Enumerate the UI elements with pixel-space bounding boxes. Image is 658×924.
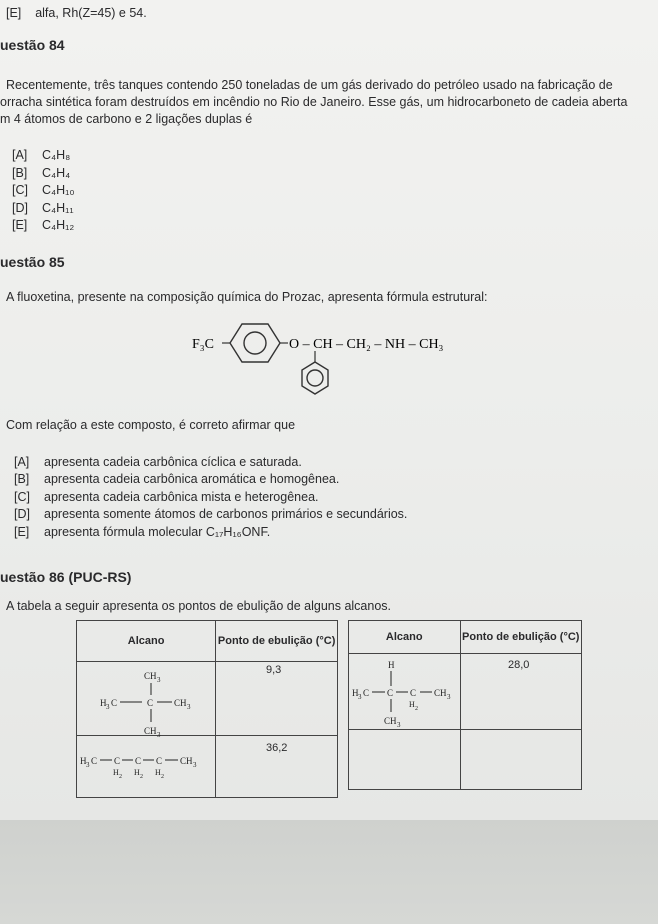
q84-line-2: orracha sintética foram destruídos em incêndio no Rio de Janeiro. Esse gás, um hidrocarboneto de cadeia aberta [0, 95, 628, 109]
option-text: apresenta cadeia carbônica mista e heterogênea. [44, 490, 319, 504]
svg-text:H: H [352, 688, 359, 698]
svg-text:C: C [111, 698, 118, 708]
q84-option-e [12, 218, 74, 232]
q85-question: Com relação a este composto, é correto afirmar que [6, 418, 296, 432]
svg-text:C: C [135, 756, 142, 766]
q83-option-label: [E] [6, 6, 22, 20]
q84-line-1: Recentemente, três tanques contendo 250 toneladas de um gás derivado do petróleo usado na fabricação de [6, 78, 613, 92]
svg-text:C: C [114, 756, 121, 766]
option-text: C₄H₄ [42, 166, 71, 180]
svg-text:3: 3 [157, 731, 161, 739]
svg-text:2: 2 [161, 774, 164, 780]
svg-text:C: C [91, 756, 98, 766]
option-text: C₄H₁₀ [42, 183, 75, 197]
option-label: [E] [14, 525, 30, 539]
fluoxetine-structure [160, 315, 460, 405]
option-text: C₄H₁₂ [42, 218, 75, 232]
svg-text:H: H [134, 768, 140, 777]
option-text: C₄H₈ [42, 148, 71, 162]
benzene-ring-1 [230, 324, 280, 362]
svg-text:3: 3 [397, 721, 401, 729]
svg-text:CH: CH [180, 756, 193, 766]
boiling-point-1: 9,3 [266, 664, 282, 676]
svg-text:3: 3 [187, 703, 191, 711]
svg-text:3: 3 [106, 703, 110, 711]
svg-text:H: H [113, 768, 119, 777]
q83-option-text: alfa, Rh(Z=45) e 54. [35, 6, 147, 20]
option-text: apresenta cadeia carbônica aromática e homogênea. [44, 472, 340, 486]
benzene-ring-2 [302, 362, 328, 394]
svg-text:CH: CH [144, 726, 157, 736]
svg-text:2: 2 [119, 774, 122, 780]
page-underside [0, 820, 658, 924]
q84-option-d [12, 201, 74, 215]
structure-cell [349, 730, 461, 790]
q84-title: uestão 84 [0, 37, 65, 53]
neopentane-structure [80, 668, 220, 740]
q84-line-3: m 4 átomos de carbono e 2 ligações duplas é [0, 112, 253, 126]
svg-text:3: 3 [358, 693, 362, 701]
svg-text:2: 2 [140, 774, 143, 780]
svg-text:3: 3 [157, 676, 161, 684]
q86-title [0, 569, 131, 585]
option-label: [A] [14, 455, 30, 469]
svg-text:CH: CH [174, 698, 187, 708]
svg-text:H: H [80, 756, 87, 766]
q84-option-c [12, 183, 75, 197]
q85-stem: A fluoxetina, presente na composição química do Prozac, apresenta fórmula estrutural: [6, 290, 488, 304]
svg-text:C: C [156, 756, 163, 766]
svg-text:2: 2 [415, 706, 418, 712]
q86-stem: A tabela a seguir apresenta os pontos de ebulição de alguns alcanos. [6, 599, 391, 613]
option-label: [B] [12, 166, 28, 180]
col-header-ponto: Ponto de ebulição (°C) [216, 621, 338, 662]
option-text: apresenta cadeia carbônica cíclica e saturada. [44, 455, 302, 469]
q85-option-c [14, 490, 319, 504]
q83-option-e [6, 6, 147, 20]
pentane-structure [78, 748, 218, 784]
svg-text:H: H [409, 700, 415, 709]
svg-text:C: C [147, 698, 154, 708]
q84-option-b [12, 166, 70, 180]
col-header-alcano: Alcano [349, 621, 461, 654]
isopentane-structure [350, 658, 470, 736]
q85-title: uestão 85 [0, 254, 65, 270]
q85-option-a [14, 455, 302, 469]
option-label: [E] [12, 218, 28, 232]
q85-option-d [14, 507, 407, 521]
option-label: [C] [14, 490, 30, 504]
svg-text:H: H [388, 660, 395, 670]
q85-option-b [14, 472, 339, 486]
svg-text:CH: CH [144, 671, 157, 681]
svg-text:C: C [387, 688, 394, 698]
svg-text:3: 3 [193, 761, 197, 769]
q85-option-e [14, 525, 270, 539]
option-text: apresenta fórmula molecular C₁₇H₁₆ONF. [44, 525, 271, 539]
value-cell [460, 730, 581, 790]
col-header-ponto: Ponto de ebulição (°C) [460, 621, 581, 654]
option-label: [C] [12, 183, 28, 197]
svg-text:3: 3 [86, 761, 90, 769]
svg-text:H: H [100, 698, 107, 708]
option-label: [D] [12, 201, 28, 215]
option-label: [B] [14, 472, 30, 486]
svg-text:CH: CH [434, 688, 447, 698]
svg-text:3: 3 [447, 693, 451, 701]
svg-text:C: C [363, 688, 370, 698]
q84-option-a [12, 148, 70, 162]
svg-text:H: H [155, 768, 161, 777]
f3c-group: F₃C [192, 337, 215, 352]
boiling-point-2: 36,2 [266, 742, 288, 754]
col-header-alcano: Alcano [77, 621, 216, 662]
svg-text:C: C [410, 688, 417, 698]
option-label: [D] [14, 507, 30, 521]
option-label: [A] [12, 148, 28, 162]
option-text: apresenta somente átomos de carbonos primários e secundários. [44, 507, 408, 521]
side-chain: O – CH – CH₂ – NH – CH₃ [289, 337, 444, 352]
boiling-point-3: 28,0 [508, 659, 530, 671]
option-text: C₄H₁₁ [42, 201, 74, 215]
q86-title-text: uestão 86 (PUC-RS) [0, 569, 132, 585]
svg-text:CH: CH [384, 716, 397, 726]
